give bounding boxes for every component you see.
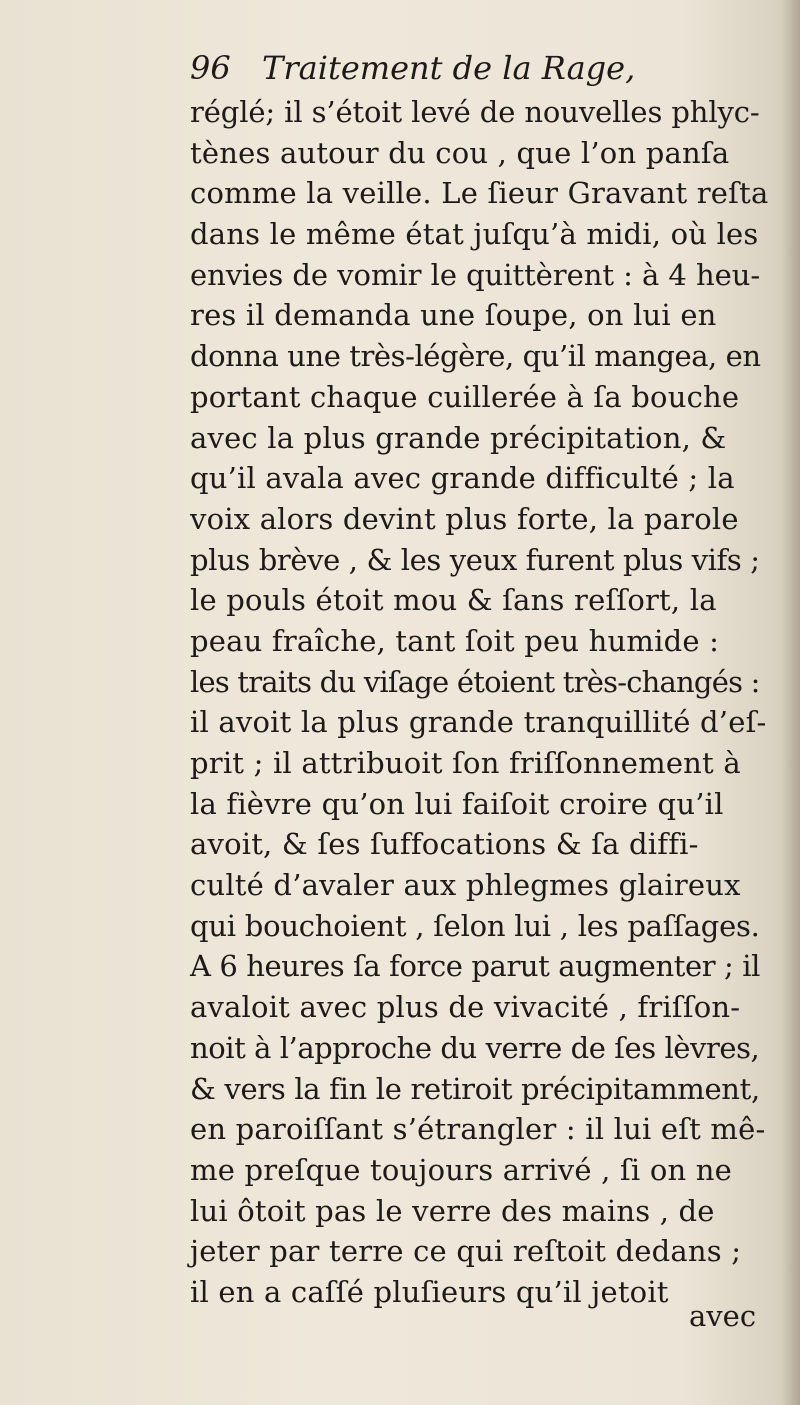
- text-line: en paroiſſant s’étrangler : il lui eſt mê-: [190, 1112, 766, 1147]
- text-line: avoit, & ſes ſuffocations & ſa diffi-: [190, 827, 699, 862]
- text-line: envies de vomir le quittèrent : à 4 heu-: [190, 257, 761, 292]
- text-line: tènes autour du cou , que l’on panſa: [190, 135, 730, 170]
- text-line: me preſque toujours arrivé , ſi on ne: [190, 1152, 733, 1187]
- text-line: res il demanda une ſoupe, on lui en: [190, 298, 717, 333]
- text-line: prit ; il attribuoit ſon friſſonnement à: [190, 746, 741, 780]
- text-line: il avoit la plus grande tranquillité d’eſ-: [190, 705, 767, 740]
- text-line: les traits du viſage étoient très-changés :: [190, 664, 760, 699]
- body-text: [190, 92, 768, 1313]
- page-header: [190, 44, 750, 92]
- text-line: donna une très-légère, qu’il mangea, en: [190, 339, 761, 374]
- text-line: avaloit avec plus de vivacité , friſſon-: [190, 990, 741, 1025]
- text-line: qui bouchoient , ſelon lui , les paſſages.: [190, 908, 760, 943]
- text-line: portant chaque cuillerée à ſa bouche: [190, 379, 740, 414]
- text-line: le pouls étoit mou & ſans reſſort, la: [190, 583, 717, 618]
- text-line: peau fraîche, tant ſoit peu humide :: [190, 623, 720, 658]
- text-line: voix alors devint plus forte, la parole: [190, 501, 739, 536]
- text-line: qu’il avala avec grande difficulté ; la: [190, 461, 735, 496]
- text-line: culté d’avaler aux phlegmes glaireux: [190, 868, 741, 903]
- text-line: avec la plus grande précipitation, &: [190, 420, 727, 455]
- text-line: lui ôtoit pas le verre des mains , de: [190, 1193, 715, 1228]
- text-line: réglé; il s’étoit levé de nouvelles phlyc-: [190, 95, 760, 129]
- text-line: la fièvre qu’on lui faiſoit croire qu’il: [190, 786, 724, 821]
- text-line: A 6 heures ſa force parut augmenter ; il: [190, 949, 760, 984]
- text-line: plus brève , & les yeux furent plus vifs ;: [190, 542, 760, 577]
- text-line: noit à l’approche du verre de ſes lèvres,: [190, 1030, 760, 1065]
- page-edge-shadow: [782, 0, 800, 1405]
- text-line: & vers la fin le retiroit précipitamment,: [190, 1071, 760, 1106]
- catchword: avec: [689, 1299, 757, 1333]
- text-line: jeter par terre ce qui reſtoit dedans ;: [190, 1234, 742, 1269]
- running-title: Traitement de la Rage,: [262, 49, 636, 87]
- text-line: comme la veille. Le ſieur Gravant reſta: [190, 176, 769, 211]
- text-line: dans le même état juſqu’à midi, où les: [190, 217, 759, 252]
- text-line: il en a caſſé pluſieurs qu’il jetoit: [190, 1274, 669, 1309]
- page-number: 96: [190, 49, 231, 87]
